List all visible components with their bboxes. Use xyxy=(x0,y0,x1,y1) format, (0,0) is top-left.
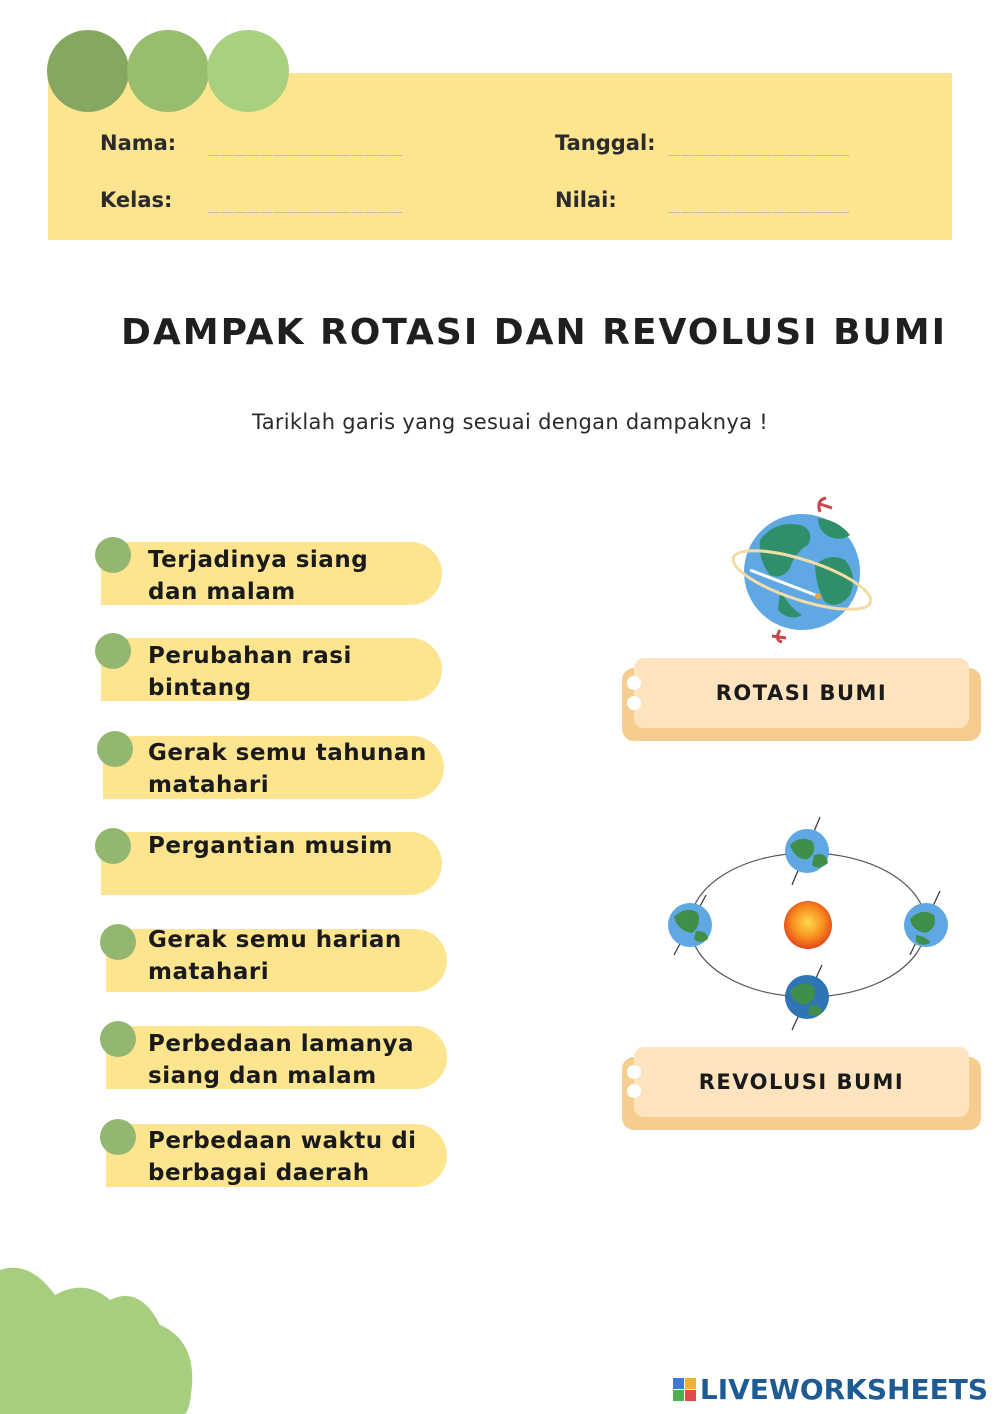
impact-label: Gerak semu tahunan matahari xyxy=(148,740,427,798)
impact-label: Gerak semu harian matahari xyxy=(148,927,402,985)
revolution-orbit-illustration xyxy=(660,815,960,1035)
connector-dot[interactable] xyxy=(95,828,131,864)
page-title: DAMPAK ROTASI DAN REVOLUSI BUMI xyxy=(121,312,947,353)
liveworksheets-icon xyxy=(673,1378,696,1401)
rotation-answer-card[interactable] xyxy=(634,658,969,728)
class-label: Kelas: xyxy=(100,188,173,212)
earth-top xyxy=(785,817,829,885)
rotating-earth-illustration xyxy=(720,490,890,650)
date-field[interactable]: ______________ xyxy=(668,132,851,156)
brand-name: LIVEWORKSHEETS xyxy=(699,1373,988,1406)
liveworksheets-logo xyxy=(673,1373,988,1406)
date-label: Tanggal: xyxy=(555,131,656,155)
earth-left xyxy=(668,895,712,955)
impact-label: Terjadinya siang dan malam xyxy=(148,547,369,605)
earth-bottom xyxy=(785,965,829,1030)
decor-circle xyxy=(127,30,209,112)
name-label: Nama: xyxy=(100,131,177,155)
earth-right xyxy=(904,891,948,955)
class-field[interactable]: _______________ xyxy=(208,189,404,213)
connector-dot[interactable] xyxy=(95,537,131,573)
connector-dot[interactable] xyxy=(100,924,136,960)
card-hole xyxy=(627,1084,641,1098)
card-hole xyxy=(627,696,641,710)
score-label: Nilai: xyxy=(555,188,617,212)
impact-label: Perbedaan lamanya siang dan malam xyxy=(148,1031,415,1089)
rotation-label: ROTASI BUMI xyxy=(715,681,888,705)
connector-dot[interactable] xyxy=(95,633,131,669)
impact-label: Perbedaan waktu di berbagai daerah xyxy=(148,1128,417,1186)
revolution-label: REVOLUSI BUMI xyxy=(698,1070,905,1094)
connector-dot[interactable] xyxy=(97,731,133,767)
impact-label: Pergantian musim xyxy=(148,833,393,859)
name-field[interactable]: _______________ xyxy=(208,132,404,156)
connector-dot[interactable] xyxy=(100,1119,136,1155)
impact-label: Perubahan rasi bintang xyxy=(148,643,352,701)
bush-decoration xyxy=(0,1260,200,1414)
decor-circle xyxy=(47,30,129,112)
decor-circle xyxy=(207,30,289,112)
score-field[interactable]: ______________ xyxy=(668,189,851,213)
card-hole xyxy=(627,1065,641,1079)
card-hole xyxy=(627,676,641,690)
instruction-text: Tariklah garis yang sesuai dengan dampaknya ! xyxy=(252,410,768,434)
connector-dot[interactable] xyxy=(100,1021,136,1057)
revolution-answer-card[interactable] xyxy=(634,1047,969,1117)
